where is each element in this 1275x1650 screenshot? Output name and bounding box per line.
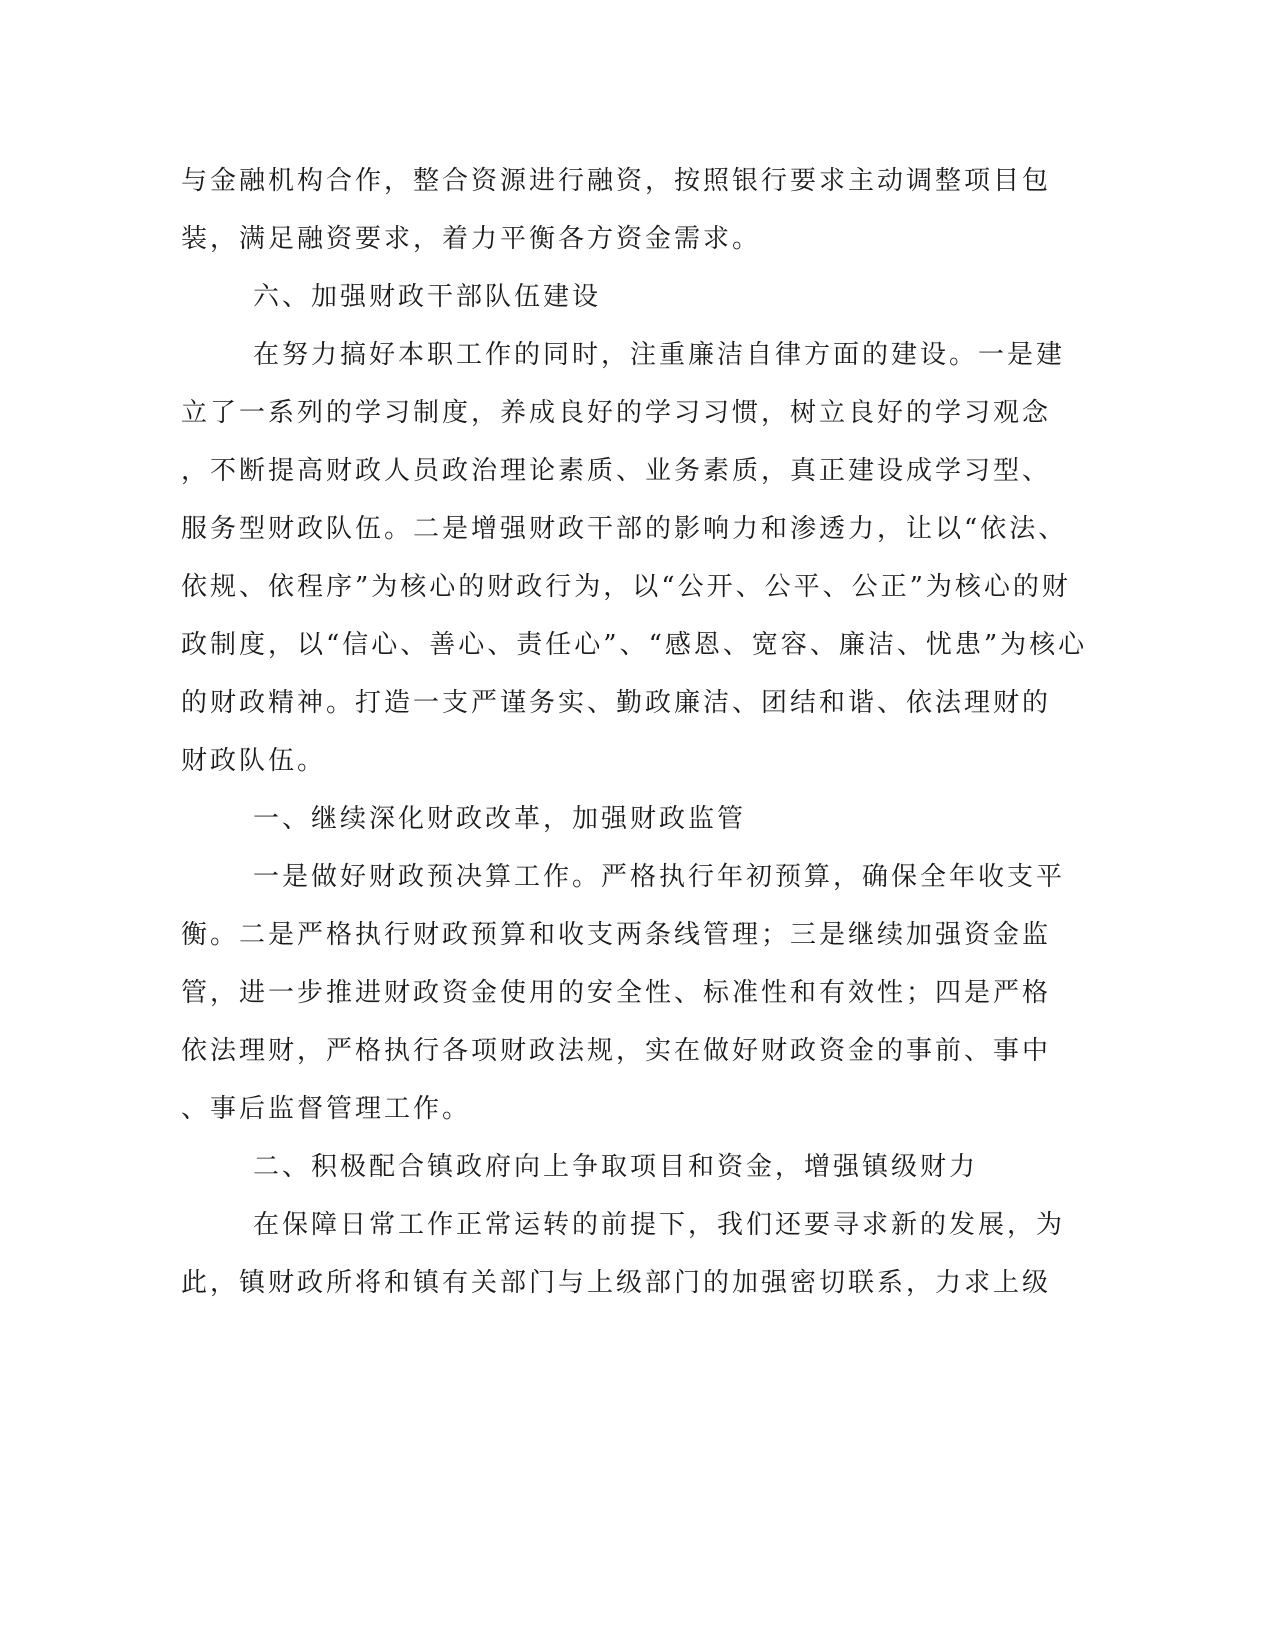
- body-text-line: 在保障日常工作正常运转的前提下，我们还要寻求新的发展，为: [253, 1210, 1066, 1240]
- body-text-line: 、事后监督管理工作。: [181, 1094, 472, 1124]
- body-text-line: 一是做好财政预决算工作。严格执行年初预算，确保全年收支平: [253, 862, 1066, 892]
- body-text-line: 衡。二是严格执行财政预算和收支两条线管理；三是继续加强资金监: [181, 920, 1052, 950]
- body-text-line: ，不断提高财政人员政治理论素质、业务素质，真正建设成学习型、: [181, 456, 1052, 486]
- body-text-line: 管，进一步推进财政资金使用的安全性、标准性和有效性；四是严格: [181, 978, 1052, 1008]
- body-text-line: 与金融机构合作，整合资源进行融资，按照银行要求主动调整项目包: [181, 166, 1052, 196]
- body-text-line: 财政队伍。: [181, 746, 327, 776]
- section-heading: 二、积极配合镇政府向上争取项目和资金，增强镇级财力: [253, 1152, 979, 1182]
- body-text-line: 装，满足融资要求，着力平衡各方资金需求。: [181, 224, 762, 254]
- section-heading: 六、加强财政干部队伍建设: [253, 282, 602, 312]
- section-heading: 一、继续深化财政改革，加强财政监管: [253, 804, 747, 834]
- body-text-line: 政制度，以“信心、善心、责任心”、“感恩、宽容、廉洁、忧患”为核心: [181, 630, 1088, 660]
- body-text-line: 此，镇财政所将和镇有关部门与上级部门的加强密切联系，力求上级: [181, 1268, 1052, 1298]
- body-text-line: 依规、依程序”为核心的财政行为，以“公开、公平、公正”为核心的财: [181, 572, 1071, 602]
- body-text-line: 立了一系列的学习制度，养成良好的学习习惯，树立良好的学习观念: [181, 398, 1052, 428]
- body-text-line: 服务型财政队伍。二是增强财政干部的影响力和渗透力，让以“依法、: [181, 514, 1068, 544]
- body-text-line: 的财政精神。打造一支严谨务实、勤政廉洁、团结和谐、依法理财的: [181, 688, 1052, 718]
- document-body: [181, 152, 1088, 1312]
- body-text-line: 依法理财，严格执行各项财政法规，实在做好财政资金的事前、事中: [181, 1036, 1052, 1066]
- body-text-line: 在努力搞好本职工作的同时，注重廉洁自律方面的建设。一是建: [253, 340, 1066, 370]
